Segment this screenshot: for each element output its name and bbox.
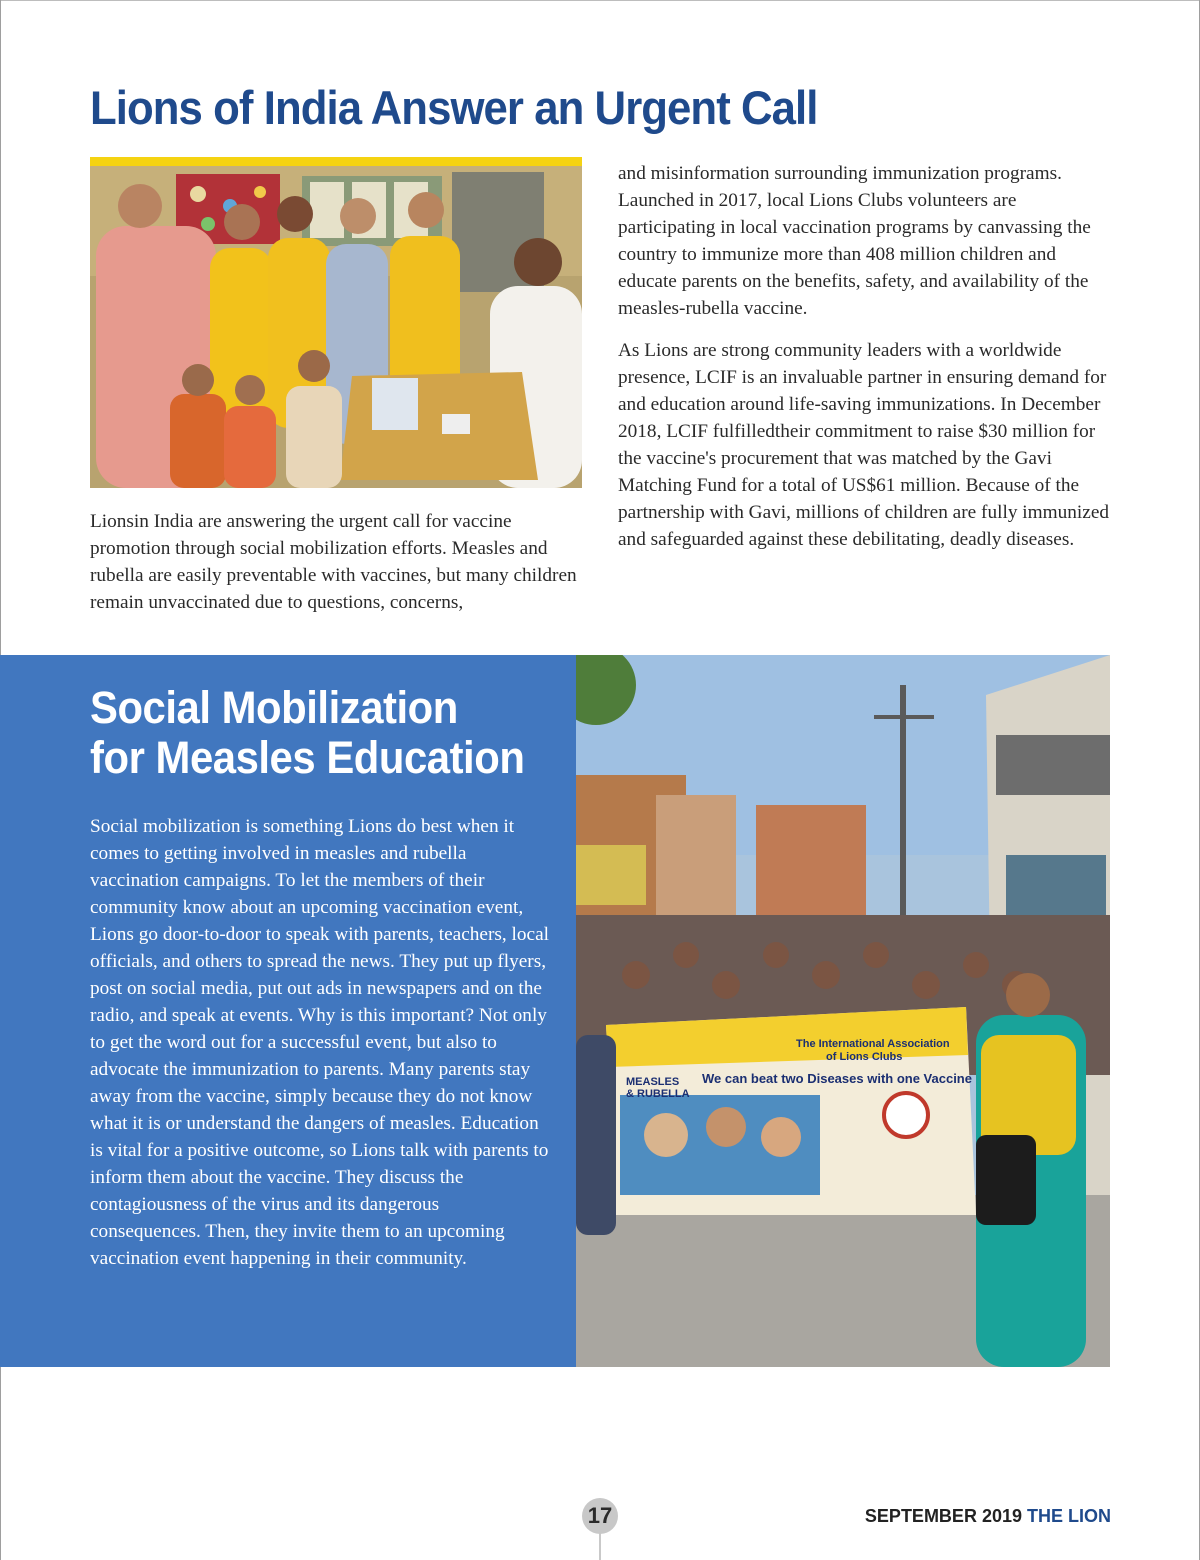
banner-slogan: We can beat two Diseases with one Vaccine: [702, 1071, 972, 1086]
photo-accent-bar: [90, 157, 582, 166]
rally-photo: [576, 655, 1110, 1367]
banner-association-line1: The International Association: [796, 1038, 950, 1050]
photo-caption-paragraph: Lionsin India are answering the urgent call for vaccine promotion through social mobilization efforts. Measles and rubella are easily preventable with vaccines, but many children remain unvaccinated due to questions, concerns,: [90, 511, 577, 613]
page-number-stem: [599, 1533, 601, 1560]
volunteers-clinic-photo: [90, 166, 582, 488]
banner-badge-measles: MEASLES: [626, 1076, 680, 1088]
sidebar-body: Social mobilization is something Lions do best when it comes to getting involved in measles and rubella vaccination campaigns. To let the members of their community know about an upcoming vaccination event, Lions go door-to-door to speak with parents, teachers, local officials, and others to spread the news. They put up flyers, post on social media, put out ads in newspapers and on the radio, and speak at events. Why is this important? Not only to get the word out for a successful event, but also to advocate the immunization to parents. Many parents stay away from the vaccine, simply because they do not know what it is or understand the dangers of measles. Education is vital for a positive outcome, so Lions talk with parents to inform them about the vaccine. They discuss the contagiousness of the virus and its dangerous consequences. Then, they invite them to an upcoming vaccination event happening in their community.: [90, 816, 550, 1269]
article-right-column: [618, 160, 1118, 568]
running-footer: [865, 1506, 1111, 1527]
sidebar-title: [90, 683, 524, 783]
banner-badge-rubella: & RUBELLA: [626, 1088, 690, 1100]
page-border-top: [0, 0, 1200, 1]
article-paragraph: As Lions are strong community leaders with a worldwide presence, LCIF is an invaluable partner in ensuring demand for and education around life-saving immunizations. In December 2018, LCIF fulfilledtheir commitment to raise $30 million for the vaccine's procurement that was matched by the Gavi Matching Fund for a total of US$61 million. Because of the partnership with Gavi, millions of children are fully immunized and safeguarded against these debilitating, deadly diseases.: [618, 340, 1110, 550]
sidebar-title-line1: Social Mobilization: [90, 682, 458, 733]
magazine-name: THE LION: [1027, 1506, 1111, 1526]
banner-association-line2: of Lions Clubs: [826, 1051, 903, 1063]
page-number: 17: [582, 1498, 618, 1534]
sidebar-title-line2: for Measles Education: [90, 732, 525, 783]
article-paragraph: and misinformation surrounding immunization programs. Launched in 2017, local Lions Clubs volunteers are participating in local vaccination programs by canvassing the country to immunize more than 408 million children and educate parents on the benefits, safety, and availability of the measles-rubella vaccine.: [618, 163, 1091, 319]
issue-date: SEPTEMBER 2019: [864, 1506, 1022, 1526]
article-title: Lions of India Answer an Urgent Call: [90, 81, 818, 134]
